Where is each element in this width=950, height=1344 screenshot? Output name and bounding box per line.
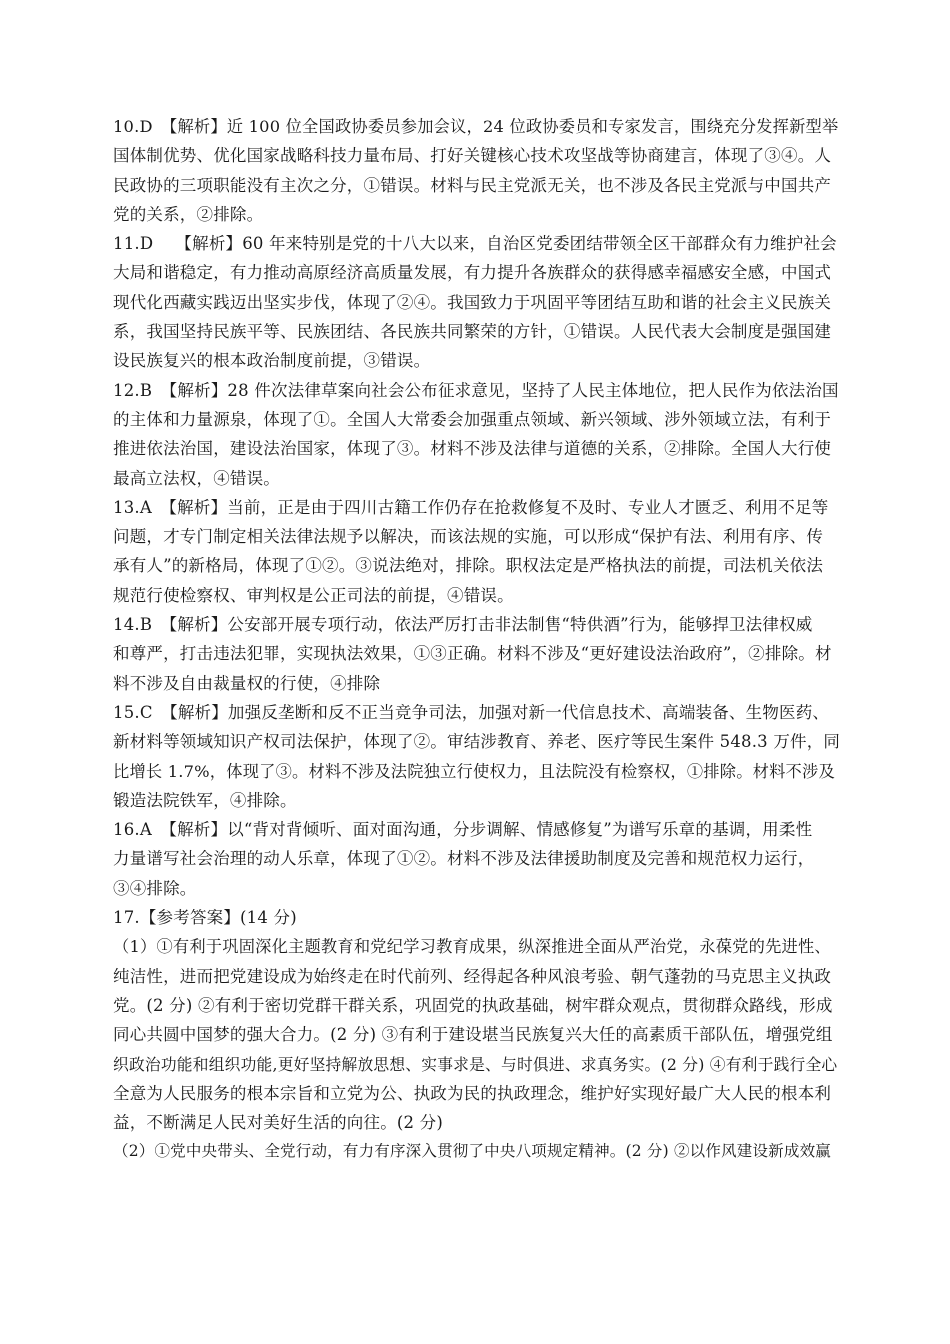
text-line: 10.D 【解析】近 100 位全国政协委员参加会议，24 位政协委员和专家发言，围绕充分发挥新型举 [113,117,839,136]
text-line: 纯洁性，进而把党建设成为始终走在时代前列、经得起各种风浪考验、朝气蓬勃的马克思主义执政 [113,966,832,986]
text-line: （1）①有利于巩固深化主题教育和党纪学习教育成果，纵深推进全面从严治党，永葆党的先进性、 [113,937,831,957]
text-line: 推进依法治国，建设法治国家，体现了③。材料不涉及法律与道德的关系，②排除。全国人大行使 [113,439,832,459]
text-line: 全意为人民服务的根本宗旨和立党为公、执政为民的执政理念，维护好实现好最广大人民的根本利 [113,1083,832,1103]
text-line: 14.B 【解析】公安部开展专项行动，依法严厉打击非法制售“特供酒”行为，能够捍卫法律权威 [113,615,813,635]
text-line: 的主体和力量源泉，体现了①。全国人大常委会加强重点领域、新兴领域、涉外领域立法，有利于 [113,409,832,429]
text-line: 和尊严，打击违法犯罪，实现执法效果，①③正确。材料不涉及“更好建设法治政府”，②排除。材 [113,644,832,664]
text-line: 党的关系，②排除。 [113,204,264,224]
text-line: 益，不断满足人民对美好生活的向往。(2 分) [113,1113,444,1133]
text-line: 同心共圆中国梦的强大合力。(2 分) ③有利于建设堪当民族复兴大任的高素质干部队伍，增强党组 [113,1025,833,1045]
text-line: 现代化西藏实践迈出坚实步伐，体现了②④。我国致力于巩固平等团结互助和谐的社会主义民族关 [113,292,832,312]
text-line: 国体制优势、优化国家战略科技力量布局、打好关键核心技术攻坚战等协商建言，体现了③④。人 [113,146,832,166]
text-line: 15.C 【解析】加强反垄断和反不正当竞争司法，加强对新一代信息技术、高端装备、生物医药、 [113,702,830,722]
document-body [113,112,841,1167]
text-line: 料不涉及自由裁量权的行使，④排除 [113,673,381,693]
text-line: 新材料等领域知识产权司法保护，体现了②。审结涉教育、养老、医疗等民生案件 548.3 万件，同 [113,732,841,752]
text-line: 锻造法院铁军，④排除。 [113,790,297,810]
text-line: 设民族复兴的根本政治制度前提，③错误。 [113,351,431,371]
text-line: 织政治功能和组织功能,更好坚持解放思想、实事求是、与时俱进、求真务实。(2 分) ④有利于践行全心 [113,1054,838,1074]
text-line: ③④排除。 [113,878,197,898]
text-line: 党。(2 分) ②有利于密切党群干群关系，巩固党的执政基础，树牢群众观点，贯彻群众路线，形成 [113,995,833,1015]
text-line: 16.A 【解析】以“背对背倾听、面对面沟通，分步调解、情感修复”为谱写乐章的基调，用柔性 [113,820,813,840]
text-line: 问题，才专门制定相关法律法规予以解决，而该法规的实施，可以形成“保护有法、利用有序、传 [113,527,824,547]
text-line: （2）①党中央带头、全党行动，有力有序深入贯彻了中央八项规定精神。(2 分) ②以作风建设新成效赢 [113,1142,831,1161]
text-line: 最高立法权，④错误。 [113,468,280,488]
text-line: 17.【参考答案】(14 分) [113,908,297,928]
text-line: 比增长 1.7%，体现了③。材料不涉及法院独立行使权力，且法院没有检察权，①排除。材料不涉及 [113,761,835,781]
text-line: 11.D 【解析】60 年来特别是党的十八大以来，自治区党委团结带领全区干部群众有力维护社会 [113,234,837,254]
text-line: 系，我国坚持民族平等、民族团结、各民族共同繁荣的方针，①错误。人民代表大会制度是强国建 [113,322,832,342]
text-line: 民政协的三项职能没有主次之分，①错误。材料与民主党派无关，也不涉及各民主党派与中国共产 [113,175,832,195]
text-line: 力量谱写社会治理的动人乐章，体现了①②。材料不涉及法律援助制度及完善和规范权力运行， [113,849,815,869]
text-line: 承有人”的新格局，体现了①②。③说法绝对，排除。职权法定是严格执法的前提，司法机关依法 [113,556,824,576]
text-line: 规范行使检察权、审判权是公正司法的前提，④错误。 [113,585,514,605]
text-line: 大局和谐稳定，有力推动高原经济高质量发展，有力提升各族群众的获得感幸福感安全感，中国式 [113,263,832,283]
text-line: 13.A 【解析】当前，正是由于四川古籍工作仍存在抢救修复不及时、专业人才匮乏、利用不足等 [113,497,829,517]
text-line: 12.B 【解析】28 件次法律草案向社会公布征求意见，坚持了人民主体地位，把人民作为依法治国 [113,380,839,400]
